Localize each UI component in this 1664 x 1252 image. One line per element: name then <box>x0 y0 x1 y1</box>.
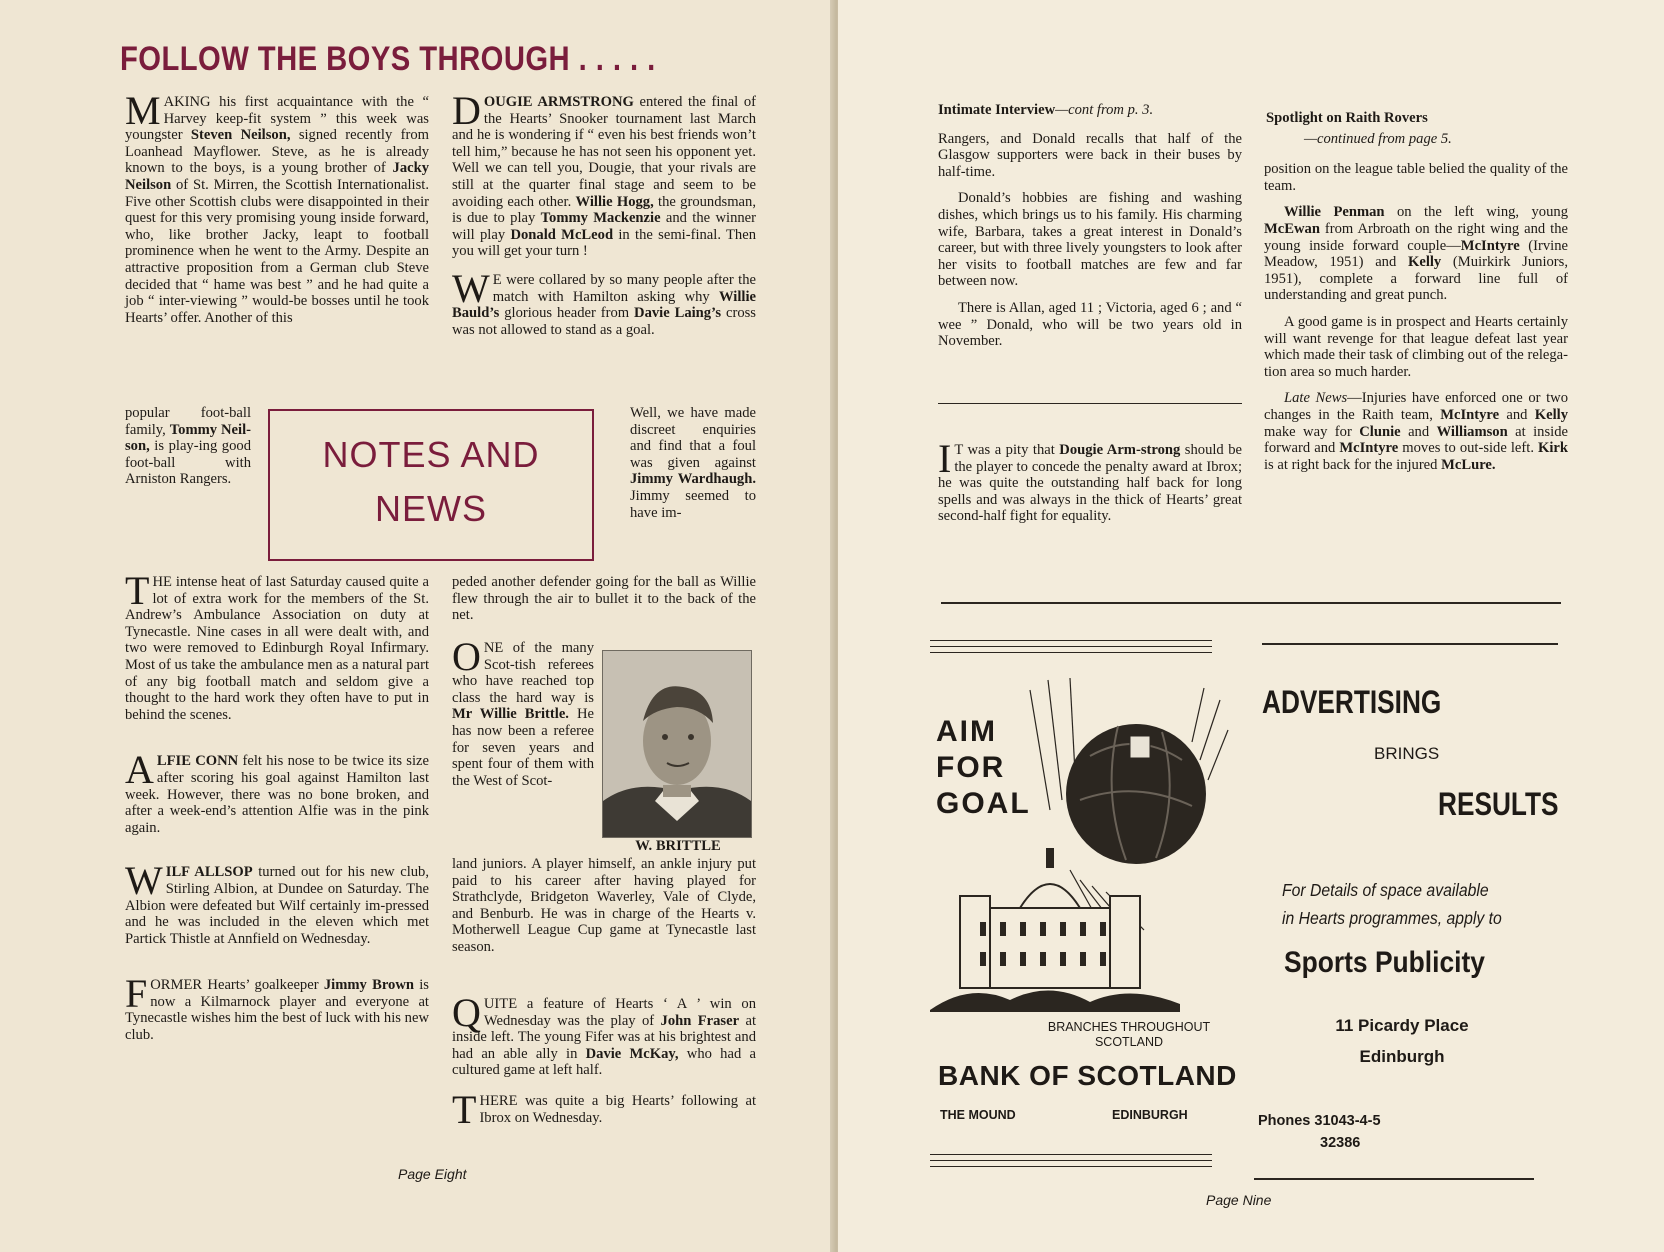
paragraph: position on the league table belied the quality of the team. <box>1264 161 1568 194</box>
text: at inside forward and <box>1264 423 1568 457</box>
article-brown <box>125 971 429 1044</box>
article-collared <box>452 265 756 338</box>
late-news-label: Late News <box>1284 390 1348 407</box>
advertising-heading: ADVERTISING <box>1262 684 1442 720</box>
column-two-lower <box>452 990 756 1132</box>
text: Jimmy seemed to have im- <box>630 487 756 521</box>
name: Jimmy Brown <box>323 977 414 994</box>
article-neilson-cont <box>125 405 251 488</box>
paragraph <box>1264 390 1568 473</box>
name: Mr Willie Brittle. <box>452 706 569 723</box>
ad-illustration <box>930 660 1230 1020</box>
article-conn <box>125 747 429 836</box>
paragraph: A good game is in prospect and Hearts certainly will want revenge for that league defeat last year which made their task of climbing out of the relega-tion area so much harder. <box>1264 313 1568 380</box>
text: moves to out-side left. <box>1398 440 1538 457</box>
ad-rule <box>930 652 1212 653</box>
name: LFIE CONN <box>156 753 239 770</box>
photo-caption: W. BRITTLE <box>635 838 721 854</box>
text: HE intense heat of last Saturday caused quite a lot of extra work for the members of the St. Andrew’s Ambulance Association on duty at Tynecastle. Nine cases in all were dealt with, and two were removed to Edinburgh Royal Infirmary. Most of us take the ambulance men as a natural part of any big football match and seldom give a thought to the hard work they often have to put in behind the scenes. <box>125 574 429 723</box>
drop-cap: W <box>125 858 163 904</box>
drop-cap: Q <box>452 990 481 1035</box>
text: felt his nose to be twice its size after scoring his goal against Hamilton last week. However, there was no bone broken, and after a week-end’s attention Alfie was in the pink again. <box>125 753 429 836</box>
page-number-right: Page Nine <box>1206 1192 1272 1208</box>
article-collared-end <box>452 574 756 624</box>
text: glorious header from <box>499 305 635 322</box>
name: Dougie Arm-strong <box>1059 442 1181 458</box>
text: and <box>1499 406 1535 423</box>
article-brittle-cont <box>452 856 756 956</box>
text: in the semi-final. Then you will get your turn ! <box>452 226 756 260</box>
portrait-image <box>603 651 751 837</box>
section-heading: Spotlight on Raith Rovers <box>1266 110 1428 126</box>
text: T was a pity that <box>954 442 1060 458</box>
article-allsop <box>125 858 429 947</box>
text: at inside left. The young Fifer was at his brightest and had an able ally in <box>452 1012 756 1062</box>
name: Donald McLeod <box>510 226 614 243</box>
page-nine <box>838 0 1664 1252</box>
name: ILF ALLSOP <box>165 864 253 881</box>
text: is at right back for the injured <box>1264 456 1442 473</box>
phone-line: Phones 31043-4-5 <box>1258 1113 1381 1129</box>
text: signed recently from Loanhead Mayflower. Steve, as he is already known to the boys, is a young brother of <box>125 127 429 177</box>
football-ball-icon <box>1066 724 1206 864</box>
bank-advert <box>930 640 1237 1180</box>
name: Willie Penman <box>1284 204 1385 221</box>
phone-numbers <box>1258 1110 1381 1154</box>
company-name: Sports Publicity <box>1284 946 1485 979</box>
phone-line: 32386 <box>1320 1135 1361 1151</box>
continued-note: —cont from p. 3. <box>1055 102 1154 118</box>
article-brittle <box>452 634 594 789</box>
text: on the left wing, young <box>1384 204 1568 221</box>
column-two-upper <box>452 88 757 338</box>
name: Jacky Neilson <box>125 160 429 193</box>
name: Kelly <box>1534 406 1568 423</box>
bank-name: BANK OF SCOTLAND <box>938 1060 1237 1091</box>
text: peded another defender going for the ball as Willie flew through the air to bullet it to the back of the net. <box>452 574 756 624</box>
name: Davie Laing’s <box>634 305 722 322</box>
details-line: in Hearts programmes, apply to <box>1282 908 1502 928</box>
text: NE of the many Scot-tish referees who have reached top class the hard way is <box>452 640 594 706</box>
slogan-line: GOAL <box>936 787 1031 820</box>
ad-rule <box>1254 1178 1534 1180</box>
notes-box-line2: NEWS <box>375 488 487 529</box>
article-interview <box>938 102 1242 350</box>
drop-cap: W <box>452 265 490 311</box>
ad-rule <box>930 1166 1212 1167</box>
ad-rule <box>930 1160 1212 1161</box>
results-heading: RESULTS <box>1438 786 1559 822</box>
drop-cap: F <box>125 971 148 1017</box>
name: McIntyre <box>1460 237 1520 254</box>
name: Jimmy Wardhaugh. <box>630 471 756 488</box>
text: make way for <box>1264 423 1360 440</box>
ad-rule <box>930 640 1212 641</box>
name: McIntyre <box>1339 440 1399 457</box>
name: McLure. <box>1441 456 1496 473</box>
article-quite <box>452 990 756 1079</box>
name: Willie Bauld’s <box>452 288 756 322</box>
slogan-line: FOR <box>936 751 1006 784</box>
continued-note: —continued from page 5. <box>1304 130 1452 147</box>
paragraph: Donald’s hobbies are fishing and washing dishes, which brings us to his family. His charming wife, Barbara, takes a great interest in Donald’s career, but with three lively youngsters to look after her visits to football matches are few and far between now. <box>938 190 1242 290</box>
company-address <box>1302 1010 1502 1072</box>
paragraph: Rangers, and Donald recalls that half of the Glasgow supporters were back in their buses by half-time. <box>938 130 1242 180</box>
text: and <box>1400 423 1437 440</box>
ad-rule <box>930 646 1212 647</box>
text: is play-ing good foot-ball with Arniston Rangers. <box>125 438 251 488</box>
drop-cap: D <box>452 88 481 133</box>
branches-text <box>1036 1020 1222 1050</box>
text: land juniors. A player himself, an ankle injury put paid to his career after having played for Strathclyde, Bridgeton Waverley, Vale of Clyde, and Benburb. He was in charge of the Hearts v. Motherwell League Cup game at Tynecastle last season. <box>452 856 756 955</box>
drop-cap: I <box>938 436 952 481</box>
divider <box>938 403 1242 404</box>
drop-cap: T <box>452 1086 477 1132</box>
address-line: 11 Picardy Place <box>1335 1016 1469 1035</box>
name: Kelly <box>1407 254 1442 271</box>
text: (Irvine Meadow, 1951) and <box>1264 237 1568 271</box>
text: HERE was quite a big Hearts’ following at Ibrox on Wednesday. <box>479 1092 756 1126</box>
ad-rule <box>930 1154 1212 1155</box>
text: UITE a feature of Hearts ‘ A ’ win on Wednesday was the play of <box>483 996 756 1029</box>
drop-cap: A <box>125 747 154 793</box>
referee-photo <box>602 650 752 838</box>
name: Tommy Neil-son, <box>125 421 251 455</box>
name: John Fraser <box>660 1012 740 1029</box>
column-one-lower <box>125 568 429 1044</box>
section-heading: Intimate Interview <box>938 102 1056 118</box>
article-heat <box>125 568 429 723</box>
name: Clunie <box>1359 423 1401 440</box>
address-line: Edinburgh <box>1359 1047 1445 1066</box>
text: turned out for his new club, Stirling Albion, at Dundee on Saturday. The Albion were defeated but Wilf certainly im-pressed and he was included in the eleven which met Partick Thistle at Annfield on Wednesday. <box>125 864 429 947</box>
details-text <box>1282 876 1525 932</box>
bank-building-icon <box>930 848 1180 1012</box>
article-armstrong <box>452 88 757 260</box>
text: is now a Kilmarnock player and everyone at Tynecastle wishes him the best of luck with his new club. <box>125 977 429 1044</box>
page-headline: FOLLOW THE BOYS THROUGH . . . . . <box>120 40 656 78</box>
text: and the winner will play <box>452 210 757 243</box>
article-there <box>452 1086 756 1132</box>
article-neilson <box>125 88 429 326</box>
name: Willie Hogg, <box>575 193 654 210</box>
text: popular foot-ball family, <box>125 405 251 438</box>
name: Steven Neilson, <box>190 127 291 144</box>
name: McEwan <box>1264 220 1320 237</box>
article-pity <box>938 436 1242 525</box>
bank-address-left: THE MOUND <box>940 1108 1016 1122</box>
drop-cap: M <box>125 88 161 133</box>
name: Kirk <box>1538 440 1568 457</box>
text: AKING his first acquaintance with the “ Harvey keep-fit system ” this week was youngster <box>125 94 429 144</box>
text: ORMER Hearts’ goalkeeper <box>150 977 324 994</box>
name: OUGIE ARMSTRONG <box>483 94 634 110</box>
paragraph <box>1264 204 1568 304</box>
text: He has now been a referee for seven years and spent four of them with the West of Scot- <box>452 706 594 789</box>
notes-and-news-box <box>268 409 594 561</box>
bank-address-right: EDINBURGH <box>1112 1108 1188 1122</box>
text: who had a cultured game at left half. <box>452 1045 756 1079</box>
text: of St. Mirren, the Scottish Internationalist. Five other Scottish clubs were disappointed in their quest for this very promising young inside forward, who, like brother Jacky, leapt to football prominence when he went to the Army. Despite an attractive proposition from a German club Steve decided that “ hame was best ” and he had quite a job “ inter-viewing ” would-be bosses until he took Hearts’ offer. Another of this <box>125 176 429 326</box>
details-line: For Details of space available <box>1282 880 1489 900</box>
drop-cap: O <box>452 634 481 679</box>
text: from Arbroath on the right wing and the young inside forward couple— <box>1264 220 1568 254</box>
text: should be the player to concede the penalty award at Ibrox; he was quite the outstanding half back for long spells and was always in the thick of Hearts’ great second-half fight for equality. <box>938 442 1242 525</box>
drop-cap: T <box>125 568 150 613</box>
text: entered the final of the Hearts’ Snooker tournament last March and he is wondering if “ even his best friends won’t tell him,” because he has not seen his opponent yet. Well we can tell you, Dougie, that your rivals are still at the quarter final stage and seem to be avoiding each other. <box>452 94 757 210</box>
text: cross was not allowed to stand as a goal. <box>452 305 756 338</box>
name: McIntyre <box>1440 406 1500 423</box>
text: E were collared by so many people after the match with Hamilton asking why <box>492 271 756 305</box>
text: the groundsman, is due to play <box>452 193 756 227</box>
section-divider <box>941 602 1561 604</box>
advertising-advert <box>1258 640 1562 1180</box>
paragraph: There is Allan, aged 11 ; Victoria, aged 6 ; and “ wee ” Donald, who will be two years old in November. <box>938 299 1242 350</box>
brings-text: BRINGS <box>1374 744 1440 763</box>
name: Williamson <box>1436 423 1508 440</box>
ad-rule <box>1262 643 1558 645</box>
text: (Muirkirk Juniors, 1951), complete a forward line full of understanding and great punch. <box>1264 254 1568 304</box>
name: Tommy Mackenzie <box>540 210 661 227</box>
notes-box-line1: NOTES AND <box>322 434 540 475</box>
article-collared-cont <box>630 405 756 521</box>
text: Well, we have made discreet enquiries and find that a foul was given against <box>630 405 756 471</box>
branches-line: BRANCHES THROUGHOUT <box>1047 1020 1211 1034</box>
name: Davie McKay, <box>585 1045 679 1062</box>
article-spotlight <box>1264 110 1568 473</box>
page-number-left: Page Eight <box>398 1166 467 1182</box>
branches-line: SCOTLAND <box>1094 1035 1164 1049</box>
slogan-line: AIM <box>936 715 997 748</box>
text: —Injuries have enforced one or two changes in the Raith team, <box>1264 390 1569 423</box>
